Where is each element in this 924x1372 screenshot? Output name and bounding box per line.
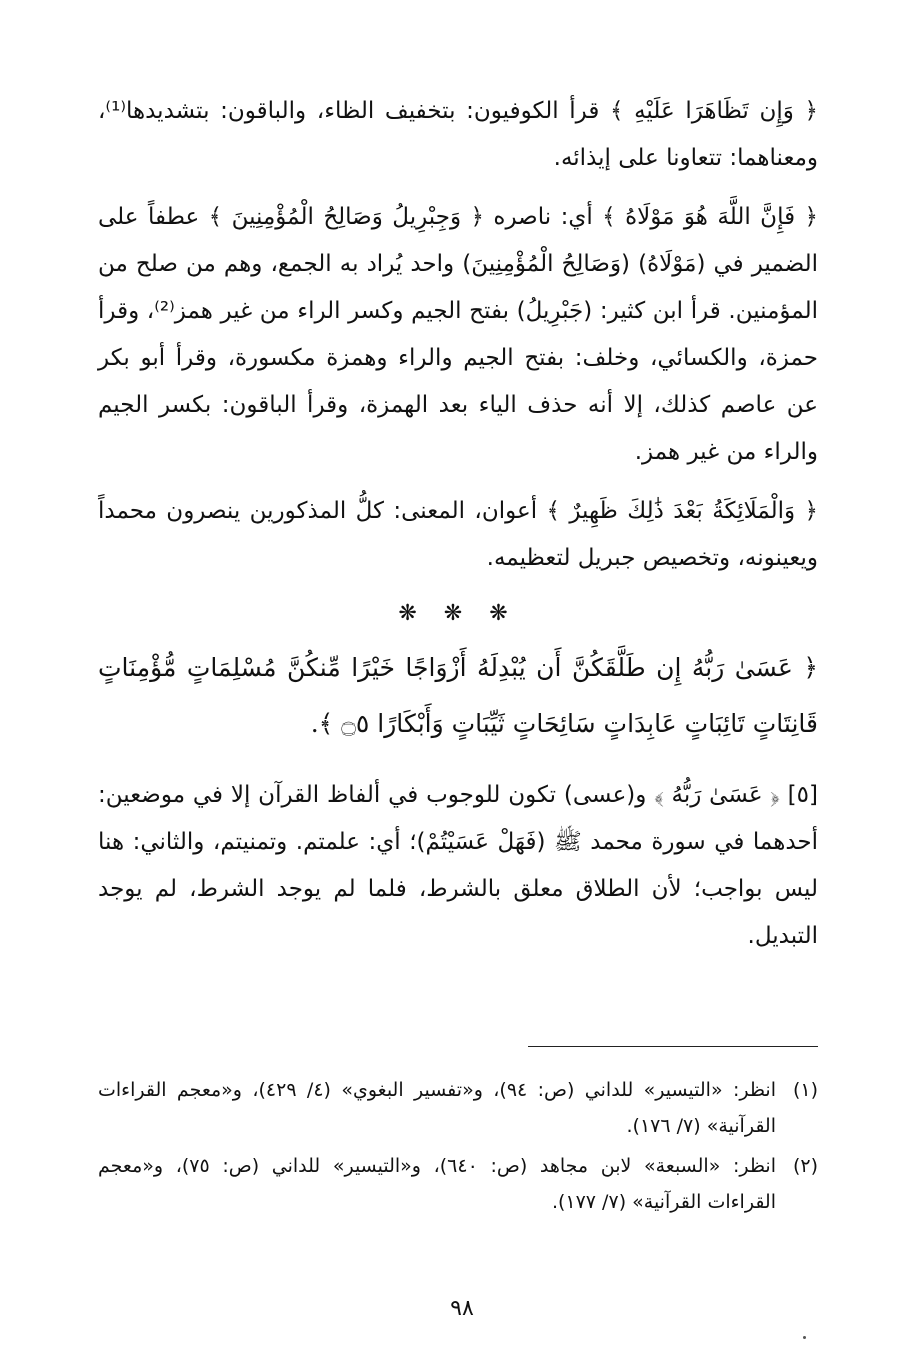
paragraph-3: ﴿ وَالْمَلَائِكَةُ بَعْدَ ذَٰلِكَ ظَهِيرٌ ﴾ أعوان، المعنى: كلُّ المذكورين ينصرون محمداً ويعينونه، وتخصيص جبريل لتعظيمه. xyxy=(98,498,818,571)
footnote-2 xyxy=(98,1148,818,1220)
paragraph-4: [٥] ﴿ عَسَىٰ رَبُّهُ ﴾ و(عسى) تكون للوجوب في ألفاظ القرآن إلا في موضعين: أحدهما في سورة محمد ﷺ (فَهَلْ عَسَيْتُمْ)؛ أي: علمتم. وتمنيتم، والثاني: هنا ليس بواجب؛ لأن الطلاق معلق بالشرط، فلما لم يوجد الشرط، لم يوجد التبديل. xyxy=(98,782,818,949)
footnote-text: انظر: «السبعة» لابن مجاهد (ص: ٦٤٠)، و«التيسير» للداني (ص: ٧٥)، و«معجم القراءات القرآنية» (٧/ ١٧٧). xyxy=(98,1155,777,1213)
paragraph-2: ﴿ فَإِنَّ اللَّهَ هُوَ مَوْلَاهُ ﴾ أي: ناصره ﴿ وَجِبْرِيلُ وَصَالِحُ الْمُؤْمِنِينَ ﴾ عطفاً على الضمير في (مَوْلَاهُ) (وَصَالِحُ الْمُؤْمِنِينَ) واحد يُراد به الجمع، وهم من صلح من المؤمنين. قرأ ابن كثير: (جَبْرِيلُ) بفتح الجيم وكسر الراء من غير همز⁽²⁾، وقرأ حمزة، والكسائي، وخلف: بفتح الجيم والراء وهمزة مكسورة، وقرأ أبو بكر عن عاصم كذلك، إلا أنه حذف الياء بعد الهمزة، وقرأ الباقون: بكسر الجيم والراء من غير همز. xyxy=(98,204,818,465)
footnote-number: (١) xyxy=(792,1079,818,1101)
footnote-number: (٢) xyxy=(792,1155,818,1177)
footnote-1 xyxy=(98,1072,818,1144)
page-number: ٩٨ xyxy=(450,1296,474,1321)
section-separator: ❋ ❋ ❋ xyxy=(398,601,518,626)
paragraph-1: ﴿ وَإِن تَظَاهَرَا عَلَيْهِ ﴾ قرأ الكوفيون: بتخفيف الظاء، والباقون: بتشديدها⁽¹⁾، ومعناهما: تتعاونا على إيذائه. xyxy=(98,98,818,171)
footnotes xyxy=(98,1072,818,1224)
scan-speck xyxy=(803,1336,806,1339)
quran-verse: ﴿ عَسَىٰ رَبُّهُ إِن طَلَّقَكُنَّ أَن يُبْدِلَهُ أَزْوَاجًا خَيْرًا مِّنكُنَّ مُسْلِمَاتٍ مُّؤْمِنَاتٍ قَانِتَاتٍ تَائِبَاتٍ عَابِدَاتٍ سَائِحَاتٍ ثَيِّبَاتٍ وَأَبْكَارًا ۝٥ ﴾. xyxy=(98,653,818,738)
footnote-divider xyxy=(528,1046,818,1047)
footnote-text: انظر: «التيسير» للداني (ص: ٩٤)، و«تفسير البغوي» (٤/ ٤٢٩)، و«معجم القراءات القرآنية» (٧/ ١٧٦). xyxy=(98,1079,776,1137)
page-body xyxy=(98,88,818,972)
